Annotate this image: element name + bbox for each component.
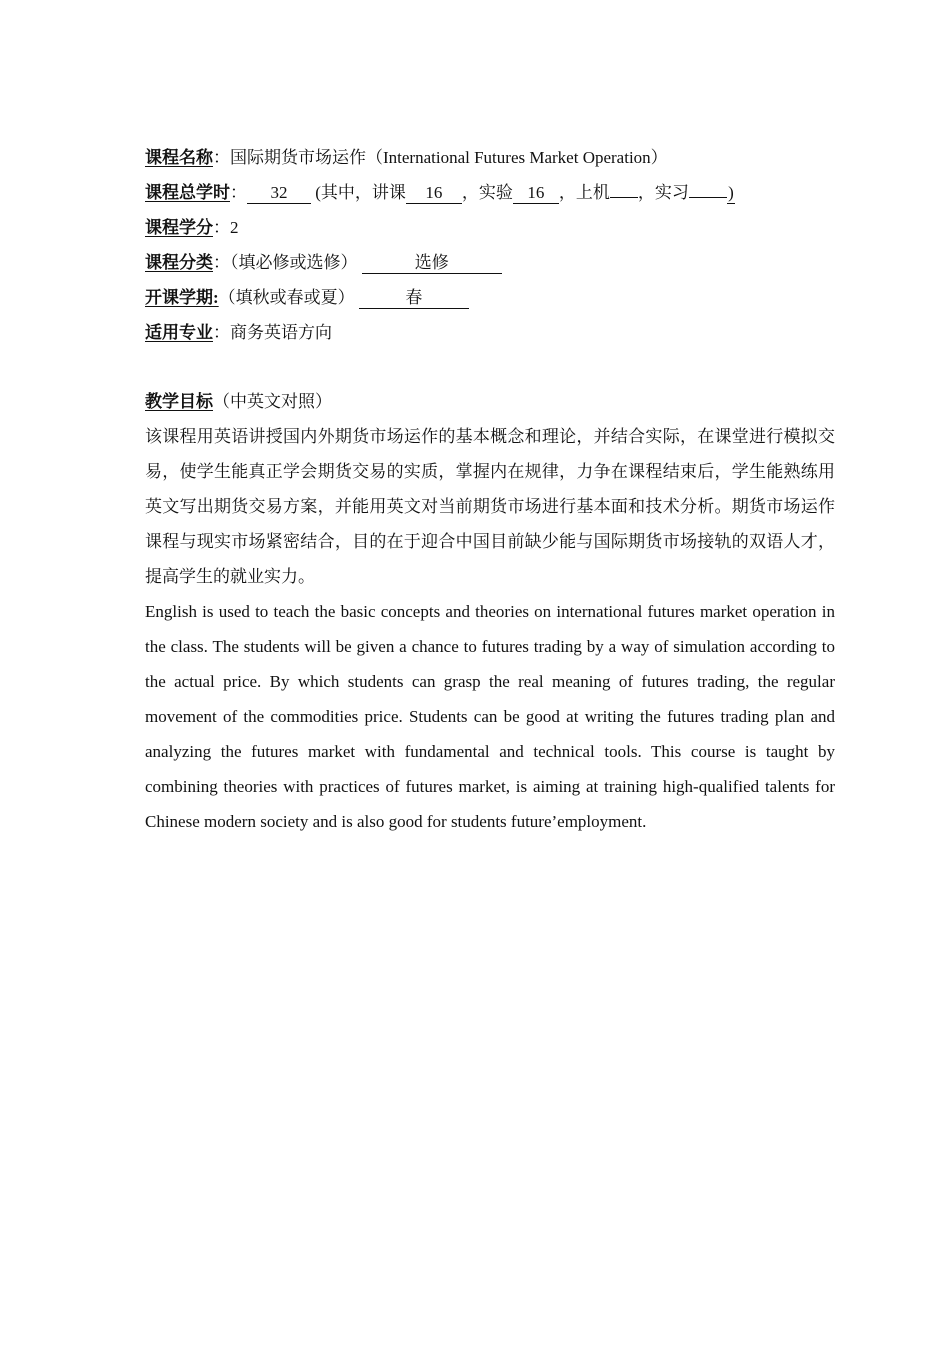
course-credit-label: 课程学分 — [145, 218, 213, 237]
hours-lab-value: 16 — [513, 183, 559, 204]
course-category-label: 课程分类 — [145, 253, 213, 272]
course-major-value: 商务英语方向 — [230, 323, 332, 342]
course-name-label: 课程名称 — [145, 148, 213, 167]
hours-close-paren: ) — [728, 183, 734, 202]
course-category-row: 课程分类：（填必修或选修） 选修 — [145, 245, 835, 280]
hours-lecture-value: 16 — [406, 183, 462, 204]
course-hours-label: 课程总学时 — [145, 183, 230, 202]
hours-practice-value — [689, 177, 727, 198]
hours-of-which-text: (其中，讲课 — [315, 183, 406, 202]
course-category-hint: （填必修或选修） — [230, 253, 358, 272]
course-term-hint: （填秋或春或夏） — [218, 288, 355, 307]
course-credit-value: 2 — [230, 218, 239, 237]
hours-practice-label: ，实习 — [637, 183, 689, 202]
course-name-value: 国际期货市场运作（International Futures Market Operation） — [230, 148, 668, 167]
objectives-heading-row — [145, 384, 835, 419]
objectives-chinese-paragraph: 该课程用英语讲授国内外期货市场运作的基本概念和理论，并结合实际，在课堂进行模拟交易，使学生能真正学会期货交易的实质，掌握内在规律，力争在课程结束后，学生能熟练用英文写出期货交易方案，并能用英文对当前期货市场进行基本面和技术分析。期货市场运作课程与现实市场紧密结合，目的在于迎合中国目前缺少能与国际期货市场接轨的双语人才，提高学生的就业实力。 — [145, 427, 835, 586]
course-name-row: 课程名称：国际期货市场运作（International Futures Market Operation） — [145, 148, 668, 167]
objectives-english-paragraph: English is used to teach the basic concepts and theories on international futures market operation in the class. The students will be given a chance to futures trading by a way of simulation according to the actual price. By which students can grasp the real meaning of futures trading, the regular movement of the commodities price. Students can be good at writing the futures trading plan and analyzing the futures market with fundamental and technical tools. This course is taught by combining theories with practices of futures market, is aiming at training high-qualified talents for Chinese modern society and is also good for students future’employment. — [145, 602, 835, 831]
course-hours-row: 课程总学时： 32 (其中，讲课 16 ，实验 16 ，上机 ，实习 ) — [145, 175, 835, 210]
course-term-label: 开课学期 — [145, 288, 213, 307]
course-major-row: 适用专业：商务英语方向 — [145, 323, 332, 342]
objectives-heading: 教学目标 — [145, 392, 213, 411]
objectives-heading-note: （中英文对照） — [213, 392, 332, 411]
course-credit-row: 课程学分：2 — [145, 218, 239, 237]
course-document — [145, 140, 835, 839]
hours-total-value: 32 — [247, 183, 311, 204]
hours-lab-label: ，实验 — [461, 183, 513, 202]
hours-computer-value — [610, 177, 638, 198]
hours-computer-label: ，上机 — [558, 183, 610, 202]
course-category-value: 选修 — [362, 253, 502, 274]
course-term-row: 开课学期:（填秋或春或夏） 春 — [145, 280, 835, 315]
course-term-value: 春 — [359, 288, 469, 309]
course-major-label: 适用专业 — [145, 323, 213, 342]
